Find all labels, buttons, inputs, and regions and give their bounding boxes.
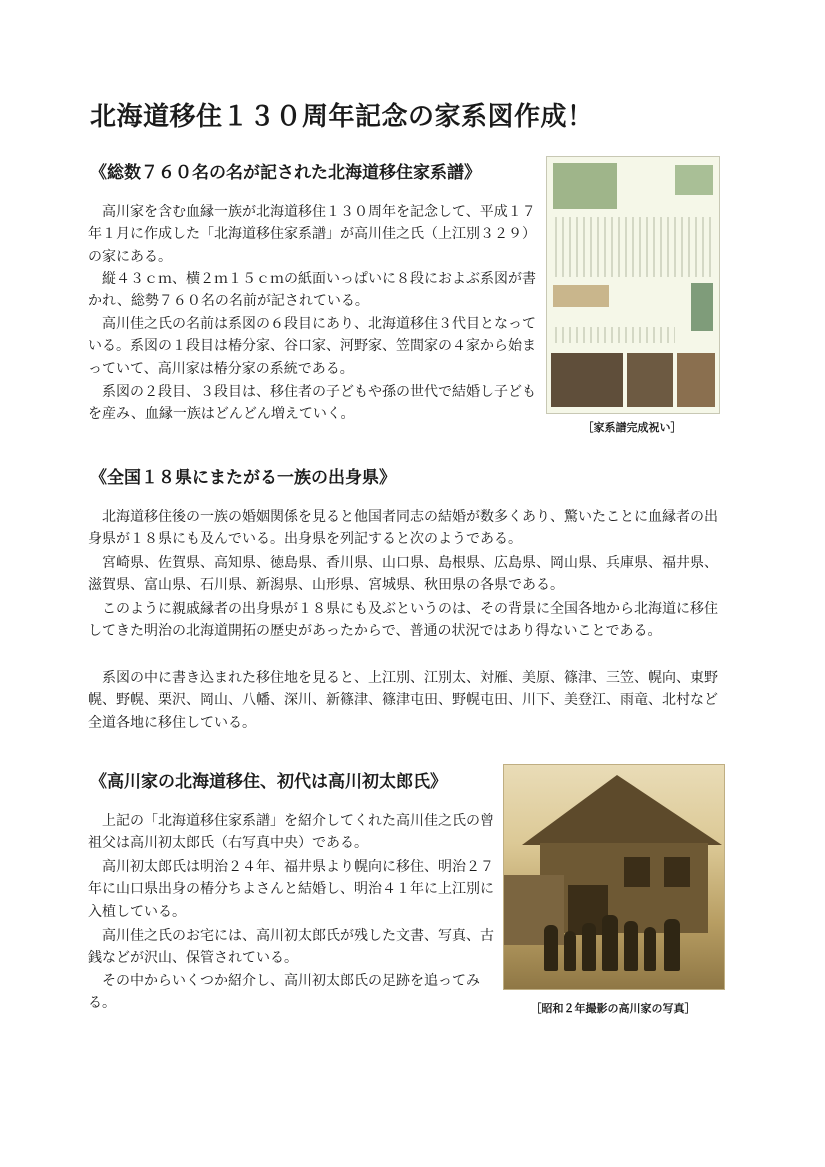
newspaper-clipping-image: [546, 156, 720, 414]
section1-paragraph-3: 高川佳之氏の名前は系図の６段目にあり、北海道移住３代目となっている。系図の１段目は椿分家、谷口家、河野家、笠間家の４家から始まっていて、高川家は椿分家の系統である。: [88, 316, 536, 377]
section3-heading: 《高川家の北海道移住、初代は高川初太郎氏》: [90, 772, 447, 792]
section2-paragraph-3: このように親戚縁者の出身県が１８県にも及ぶというのは、その背景に全国各地から北海道に移住してきた明治の北海道開拓の歴史があったからで、普通の状況ではあり得ないことである。: [88, 601, 718, 640]
clipping-caption: ［家系譜完成祝い］: [582, 421, 682, 434]
page-title: 北海道移住１３０周年記念の家系図作成！: [90, 102, 594, 132]
section3-paragraph-4: その中からいくつか紹介し、高川初太郎氏の足跡を追ってみる。: [88, 973, 480, 1012]
section2-paragraph-4: 系図の中に書き込まれた移住地を見ると、上江別、江別太、対雁、美原、篠津、三笠、幌向、東野幌、野幌、栗沢、岡山、八幡、深川、新篠津、篠津屯田、野幌屯田、川下、美登江、雨竜、北村など全道各地に移住している。: [88, 670, 718, 731]
family-house-photo: [503, 764, 725, 990]
photo-caption: ［昭和２年撮影の高川家の写真］: [530, 1002, 696, 1015]
section3-paragraph-1: 上記の「北海道移住家系譜」を紹介してくれた高川佳之氏の曾祖父は高川初太郎氏（右写真中央）である。: [88, 813, 494, 852]
section2-heading: 《全国１８県にまたがる一族の出身県》: [90, 468, 396, 488]
section1-heading: 《総数７６０名の名が記された北海道移住家系譜》: [90, 163, 481, 183]
section3-paragraph-3: 高川佳之氏のお宅には、高川初太郎氏が残した文書、写真、古銭などが沢山、保管されている。: [88, 928, 494, 967]
section2-paragraph-2: 宮崎県、佐賀県、高知県、徳島県、香川県、山口県、島根県、広島県、岡山県、兵庫県、福井県、滋賀県、富山県、石川県、新潟県、山形県、宮城県、秋田県の各県である。: [88, 555, 718, 594]
section1-paragraph-4: 系図の２段目、３段目は、移住者の子どもや孫の世代で結婚し子どもを産み、血縁一族はどんどん増えていく。: [88, 384, 536, 423]
section3-paragraph-2: 高川初太郎氏は明治２４年、福井県より幌向に移住、明治２７年に山口県出身の椿分ちよさんと結婚し、明治４１年に上江別に入植している。: [88, 859, 494, 920]
section2-paragraph-1: 北海道移住後の一族の婚姻関係を見ると他国者同志の結婚が数多くあり、驚いたことに血縁者の出身県が１８県にも及んでいる。出身県を列記すると次のようである。: [88, 509, 718, 548]
section1-paragraph-2: 縦４３ｃｍ、横２ｍ１５ｃｍの紙面いっぱいに８段におよぶ系図が書かれ、総勢７６０名の名前が記されている。: [88, 271, 536, 310]
section1-paragraph-1: 高川家を含む血縁一族が北海道移住１３０周年を記念して、平成１７年１月に作成した「北海道移住家系譜」が高川佳之氏（上江別３２９）の家にある。: [88, 204, 536, 265]
